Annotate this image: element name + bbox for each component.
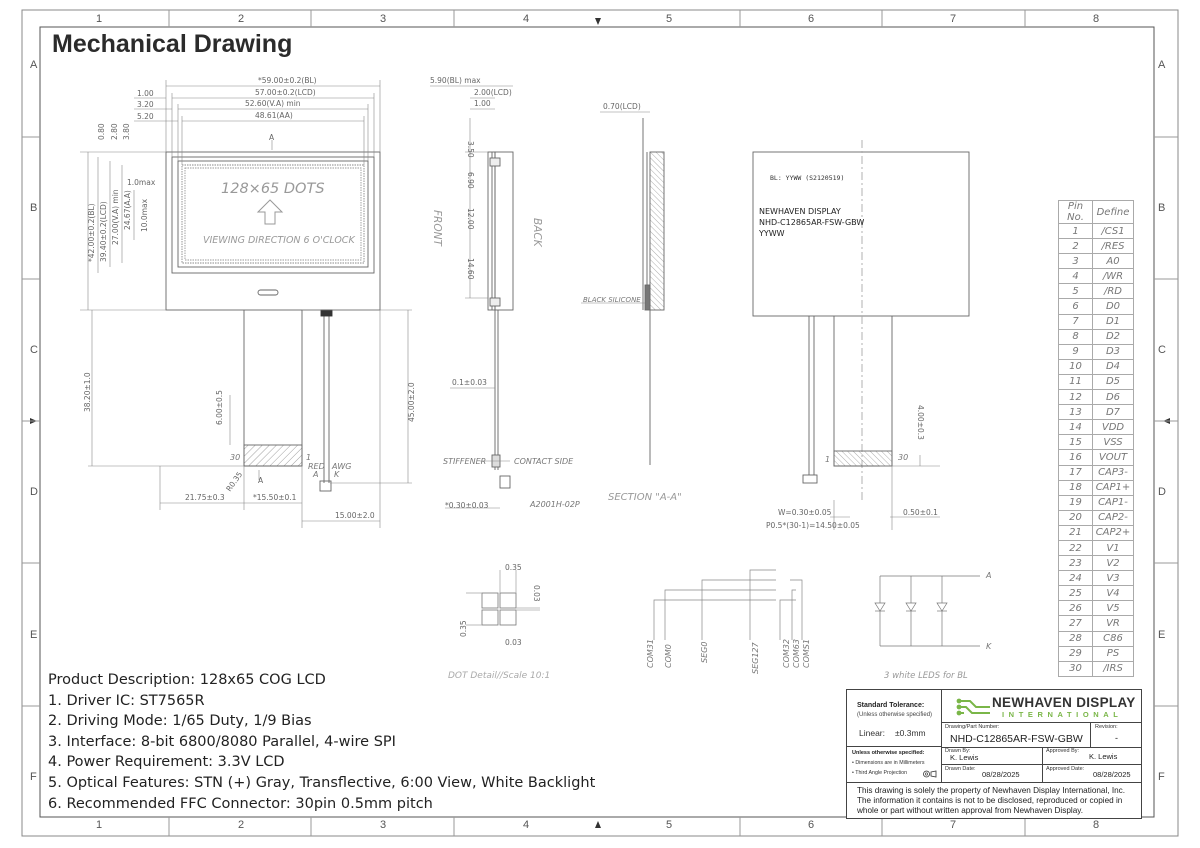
wire-label: K: [334, 470, 340, 479]
table-row: 8 D2: [1059, 329, 1134, 344]
col-label: 8: [1093, 13, 1100, 25]
dim-1max: 1.0max: [127, 178, 156, 187]
logo-icon: [956, 695, 992, 719]
col-label: 8: [1093, 819, 1100, 831]
dot-dim: 0.03: [532, 585, 541, 602]
fpc-pin-30: 30: [230, 453, 241, 462]
back-view: [753, 140, 969, 500]
pin-table-header: Define: [1093, 201, 1134, 224]
back-fpc-pin-1: 1: [825, 455, 831, 464]
dim-side-v: 14.60: [466, 258, 475, 280]
table-row: 14 VDD: [1059, 420, 1134, 435]
table-row: 6 D0: [1059, 299, 1134, 314]
approved-date-cell: [1043, 765, 1141, 783]
pin-table-header: Pin No.: [1059, 201, 1093, 224]
connector-label: A2001H-02P: [530, 500, 580, 509]
back-label-line1: NEWHAVEN DISPLAY: [759, 207, 841, 216]
dim-side-fpc: *0.30±0.03: [445, 501, 489, 510]
table-row: 20 CAP2-: [1059, 510, 1134, 525]
drawn-by-cell: [942, 747, 1043, 765]
table-row: 26 V5: [1059, 601, 1134, 616]
dim-offset: 1.00: [137, 89, 154, 98]
table-row: 27 VR: [1059, 616, 1134, 631]
approved-date-label: Approved Date:: [1046, 766, 1085, 772]
fpc-pin-1: 1: [306, 453, 312, 462]
table-row: 22 V1: [1059, 540, 1134, 555]
front-label: FRONT: [431, 210, 443, 246]
spec-item: 4. Power Requirement: 3.3V LCD: [48, 754, 285, 771]
col-label: 6: [808, 13, 815, 25]
section-mark: A: [269, 133, 275, 142]
dot-detail: [466, 570, 540, 625]
section-caption: SECTION "A-A": [608, 492, 682, 503]
spec-item: 3. Interface: 8-bit 6800/8080 Parallel, 4-wire SPI: [48, 733, 396, 750]
dot-dim: 0.03: [505, 638, 522, 647]
led-circuit: [875, 576, 980, 646]
table-row: 13 D7: [1059, 405, 1134, 420]
table-row: 9 D3: [1059, 344, 1134, 359]
wire-label: AWG: [332, 462, 352, 471]
spec-item: 2. Driving Mode: 1/65 Duty, 1/9 Bias: [48, 713, 312, 730]
dim-back-pitch-w: W=0.30±0.05: [778, 508, 832, 517]
dim-offset: 5.20: [137, 112, 154, 121]
dim-height-va: 27.00(V.A) min: [111, 189, 120, 245]
company-name: NEWHAVEN DISPLAY: [992, 695, 1136, 710]
dim-fpc-offset: 21.75±0.3: [185, 493, 225, 502]
table-row: 16 VOUT: [1059, 450, 1134, 465]
bl-code: BL: YYWW (S2120519): [770, 174, 845, 182]
back-label-line3: YYWW: [759, 229, 785, 238]
dim-wire-length: 45.00±2.0: [407, 382, 416, 422]
col-label: 1: [96, 13, 103, 25]
linear-label: Linear:: [859, 728, 885, 738]
col-label: 7: [950, 819, 957, 831]
dim-offset: 2.80: [110, 123, 119, 140]
table-row: 11 D5: [1059, 374, 1134, 389]
col-label: 5: [666, 13, 673, 25]
col-label: 3: [380, 13, 387, 25]
table-row: 17 CAP3-: [1059, 465, 1134, 480]
row-label: E: [1158, 629, 1166, 641]
row-label: C: [30, 344, 38, 356]
row-label: A: [30, 59, 38, 71]
led-anode: A: [986, 571, 992, 580]
signal-label: COM0: [664, 644, 673, 668]
drawn-by-label: Drawn By:: [945, 748, 971, 754]
dim-width-va: 52.60(V.A) min: [245, 99, 301, 108]
row-label: F: [1158, 771, 1165, 783]
screen-resolution-text: 128×65 DOTS: [221, 181, 325, 197]
col-label: 4: [523, 13, 530, 25]
contact-side-label: CONTACT SIDE: [514, 457, 574, 466]
product-line: Product Description: 128x65 COG LCD: [48, 672, 326, 688]
wire-label: A: [313, 470, 319, 479]
row-label: C: [1158, 344, 1166, 356]
dim-back-pitch: P0.5*(30-1)=14.50±0.05: [766, 521, 860, 530]
page-title: Mechanical Drawing: [52, 30, 293, 58]
dim-fpc-width: *15.50±0.1: [253, 493, 297, 502]
dim-height-bl: *42.00±0.2(BL): [87, 203, 96, 262]
product-description: [48, 670, 595, 814]
viewing-direction-text: VIEWING DIRECTION 6 O'CLOCK: [203, 235, 355, 246]
dim-offset: 0.80: [97, 123, 106, 140]
table-row: 30 /IRS: [1059, 661, 1134, 676]
part-number-cell: [942, 722, 1090, 748]
table-row: 24 V3: [1059, 571, 1134, 586]
col-label: 2: [238, 13, 245, 25]
title-block: [846, 689, 1142, 819]
row-label: B: [1158, 202, 1166, 214]
led-caption: 3 white LEDS for BL: [884, 671, 968, 681]
approved-date: 08/28/2025: [1093, 770, 1131, 779]
back-label-line2: NHD-C12865AR-FSW-GBW: [759, 218, 865, 227]
unless-line: • Dimensions are in Millimeters: [852, 760, 925, 766]
dim-10max: 10.0max: [140, 198, 149, 232]
dim-offset: 3.20: [137, 100, 154, 109]
revision-value: -: [1115, 733, 1118, 743]
col-label: 5: [666, 819, 673, 831]
dim-back-stiffener: 4.00±0.3: [916, 405, 925, 440]
drawn-date: 08/28/2025: [982, 770, 1020, 779]
stiffener-label: STIFFENER: [443, 457, 487, 466]
table-row: 21 CAP2+: [1059, 525, 1134, 540]
row-label: F: [30, 771, 37, 783]
revision-cell: [1090, 722, 1142, 748]
table-row: 4 /WR: [1059, 269, 1134, 284]
dim-radius: R0.35: [224, 470, 245, 494]
projection-icon: [923, 770, 937, 778]
dim-side-v: 12.00: [466, 208, 475, 230]
dim-width-lcd: 57.00±0.2(LCD): [255, 88, 316, 97]
signal-label: COM32: [782, 639, 791, 668]
linear-value: ±0.3mm: [895, 728, 926, 738]
spec-item: 6. Recommended FFC Connector: 30pin 0.5mm pitch: [48, 795, 433, 812]
tolerance-title: Standard Tolerance:: [857, 702, 925, 709]
dim-height-aa: 24.67(A.A): [123, 190, 132, 230]
dim-side-v: 6.90: [466, 172, 475, 189]
dim-side-v: 3.50: [466, 141, 475, 158]
up-arrow-icon: [258, 200, 282, 224]
section-view: [643, 118, 664, 465]
col-label: 1: [96, 819, 103, 831]
table-row: 2 /RES: [1059, 239, 1134, 254]
table-row: 25 V4: [1059, 586, 1134, 601]
dim-back-edge: 0.50±0.1: [903, 508, 938, 517]
approved-by-cell: [1043, 747, 1141, 765]
tolerance-cell: [847, 690, 942, 747]
dot-detail-caption: DOT Detail//Scale 10:1: [448, 671, 551, 681]
table-row: 23 V2: [1059, 556, 1134, 571]
table-row: 7 D1: [1059, 314, 1134, 329]
dim-side-lcd: 2.00(LCD): [474, 88, 512, 97]
part-number: NHD-C12865AR-FSW-GBW: [950, 733, 1083, 745]
row-label: D: [1158, 486, 1166, 498]
row-label: A: [1158, 59, 1166, 71]
company-logo: [942, 690, 1141, 722]
table-row: 19 CAP1-: [1059, 495, 1134, 510]
unless-title: Unless otherwise specified:: [852, 750, 925, 756]
approved-by-label: Approved By:: [1046, 748, 1080, 754]
table-row: 10 D4: [1059, 359, 1134, 374]
drawn-date-cell: [942, 765, 1043, 783]
col-label: 4: [523, 819, 530, 831]
company-sub: INTERNATIONAL: [1002, 710, 1123, 719]
dim-section-lcd: 0.70(LCD): [603, 102, 641, 111]
back-fpc-pin-30: 30: [898, 453, 909, 462]
signal-label: COMS1: [802, 639, 811, 668]
dim-side-bl: 5.90(BL) max: [430, 76, 481, 85]
table-row: 3 A0: [1059, 254, 1134, 269]
dim-side-offset: 1.00: [474, 99, 491, 108]
revision-label: Revision:: [1095, 724, 1118, 730]
spec-item: 5. Optical Features: STN (+) Gray, Transflective, 6:00 View, White Backlight: [48, 774, 596, 791]
part-label: Drawing/Part Number:: [945, 724, 1000, 730]
led-cathode: K: [986, 642, 992, 651]
dim-width-aa: 48.61(AA): [255, 111, 293, 120]
drawn-by: K. Lewis: [950, 753, 979, 762]
table-row: 12 D6: [1059, 390, 1134, 405]
wire-label: RED: [308, 462, 325, 471]
pin-table: [1058, 200, 1134, 677]
row-label: D: [30, 486, 38, 498]
spec-item: 1. Driver IC: ST7565R: [48, 692, 205, 709]
dim-height-lcd: 39.40±0.2(LCD): [99, 201, 108, 262]
table-row: 5 /RD: [1059, 284, 1134, 299]
side-view: [488, 152, 513, 488]
table-row: 29 PS: [1059, 646, 1134, 661]
dim-fpc-length: 38.20±1.0: [83, 372, 92, 412]
back-label: BACK: [531, 218, 543, 247]
dim-side-thickness: 0.1±0.03: [452, 378, 487, 387]
drawn-date-label: Drawn Date:: [945, 766, 976, 772]
dot-dim: 0.35: [505, 563, 522, 572]
row-label: E: [30, 629, 38, 641]
table-row: 15 VSS: [1059, 435, 1134, 450]
table-row: 18 CAP1+: [1059, 480, 1134, 495]
dim-wire-offset: 15.00±2.0: [335, 511, 375, 520]
dim-width-bl: *59.00±0.2(BL): [258, 76, 317, 85]
unless-cell: [847, 747, 942, 783]
col-label: 6: [808, 819, 815, 831]
dim-stiffener: 6.00±0.5: [215, 390, 224, 425]
col-label: 3: [380, 819, 387, 831]
unless-line: • Third Angle Projection: [852, 770, 908, 776]
signal-label: SEG0: [700, 641, 709, 663]
signal-label: SEG127: [751, 642, 760, 674]
signal-lines: [654, 570, 802, 640]
table-row: 1 /CS1: [1059, 224, 1134, 239]
col-label: 7: [950, 13, 957, 25]
dim-offset: 3.80: [122, 123, 131, 140]
ownership-notice: This drawing is solely the property of Newhaven Display International, Inc. The information it contains is not to be disclosed, reproduced or copied in whole or part without written approval from Newhaven Display.: [857, 786, 1126, 815]
tolerance-sub: (Unless otherwise specified): [857, 712, 933, 718]
approved-by: K. Lewis: [1089, 752, 1118, 761]
signal-label: COM31: [646, 639, 655, 668]
section-mark: A: [258, 476, 264, 485]
dot-dim: 0.35: [459, 620, 468, 637]
table-row: 28 C86: [1059, 631, 1134, 646]
signal-label: COM63: [792, 639, 801, 668]
row-label: B: [30, 202, 38, 214]
col-label: 2: [238, 819, 245, 831]
silicone-label: BLACK SILICONE: [583, 296, 641, 304]
